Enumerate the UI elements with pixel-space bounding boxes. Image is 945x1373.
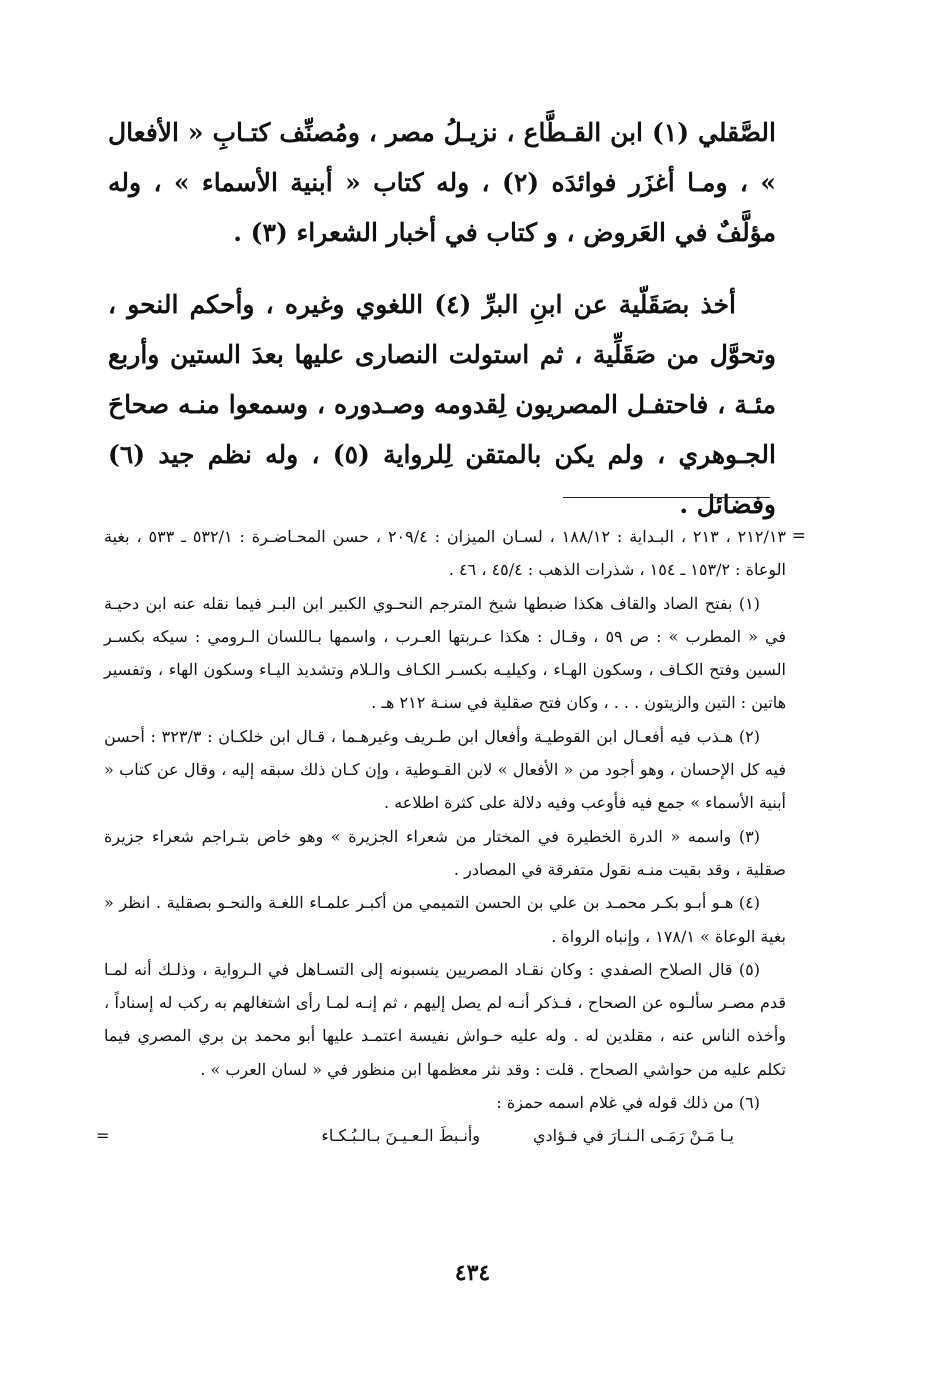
footnote-4: (٤) هـو أبـو بكـر محمـد بن علي بن الحسن التميمي من أكبـر علمـاء اللغـة والنحـو بصقلية . انظر « بغية الوعاة » ١٧٨/١ ، وإنباه الرواة . <box>104 893 786 946</box>
footnote-separator <box>563 497 770 498</box>
verse-hemistich-2: وأنـبطَ الـعـيـنَ بـالـبُـكـاء <box>321 1126 480 1146</box>
continuation-mark: = <box>791 526 806 546</box>
footnote-continuation: ٢١٢/١٣ ، ٢١٣ ، البـداية : ١٨٨/١٢ ، لسـان الميزان : ٢٠٩/٤ ، حسن المحـاضـرة : ٥٣٢/١ ـ ٥٣٣ ، بغية الوعاة : ١٥٣/٢ ـ ١٥٤ ، شذرات الذهب : ٤٥/٤ ، ٤٦ . <box>104 527 787 580</box>
main-text <box>108 108 776 530</box>
verse-continuation-mark: = <box>96 1126 110 1146</box>
main-paragraph-2: أخذ بصَقَلّية عن ابنِ البرِّ (٤) اللغوي وغيره ، وأحكم النحو ، وتحوَّل من صَقَلِّية ، ثم استولت النصارى عليها بعدَ الستين وأربع مئـة ، فاحتفـل المصريون لِقدومه وصـدوره ، وسمعوا منـه صحاحَ الجـوهري ، ولم يكن بالمتقن لِلرواية (٥) ، وله نظم جيد (٦) وفضائل . <box>108 290 776 519</box>
footnotes <box>96 520 806 1155</box>
footnote-1: (١) بفتح الصاد والقاف هكذا ضبطها شيخ المترجم النحـوي الكبير ابن البـر فيما نقله عنه ابن دحيـة في « المطرب » : ص ٥٩ ، وقـال : هكذا عـربتها العـرب ، واسمها بـاللسان الـرومي : سيكه بكسـر السين وفتح الكـاف ، وسكون الهـاء ، وكيليـه بكسـر الكـاف والـلام وتشديد اليـاء وسكون الهاء ، وتفسير هاتين : التين والزيتون . . . ، وكان فتح صقلية في سنـة ٢١٢ هـ . <box>104 593 786 713</box>
footnote-5: (٥) قال الصلاح الصفدي : وكان نقـاد المصريين ينسبونه إلى التسـاهل في الـرواية ، وذلـك أنه لمـا قدم مصـر سألـوه عن الصحاح ، فـذكر أنـه لم يصل إليهم ، ثم إنـه لمـا رأى اشتغالهم به ركب له إسناداً ، وأخذه الناس عنه ، مقلدين له . وله عليه حـواش نفيسة اعتمـد عليها أبو محمد بن بري المصري فيما تكلم عليه من حواشي الصحاح . قلت : وقد نثر معظمها ابن منظور في « لسان العرب » . <box>104 959 786 1079</box>
main-paragraph-1: الصَّقلي (١) ابن القـطَّاع ، نزيـلُ مصر ، ومُصنِّف كتـابِ « الأفعال » ، ومـا أغزَر فوائدَه (٢) ، وله كتاب « أبنية الأسماء » ، وله مؤلَّفٌ في العَروض ، و كتاب في أخبار الشعراء (٣) . <box>108 118 776 247</box>
verse-line <box>96 1119 786 1155</box>
footnote-2: (٢) هـذب فيه أفعـال ابن القوطيـة وأفعال ابن طـريف وغيرهـما ، قـال ابن خلكـان : ٣٢٣/٣ : أحسن فيه كل الإحسان ، وهو أجود من « الأفعال » لابن القـوطية ، وإن كـان ذلك سبقه إليه ، وقال عن كتاب « أبنية الأسماء » جمع فيه فأوعب وفيه دلالة على كثرة اطلاعه . <box>104 726 786 813</box>
footnote-6: (٦) من ذلك قوله في غلام اسمه حمزة : <box>496 1093 760 1113</box>
footnote-3: (٣) واسمه « الدرة الخطيرة في المختار من شعراء الجزيرة » وهو خاص بتـراجم شعراء جزيرة صقلية ، وقد بقيت منـه نقول متفرقة في المصادر . <box>104 826 786 879</box>
page-number: ٤٣٤ <box>454 1260 491 1286</box>
verse-hemistich-1: يـا مَـنْ رَمَـى الـنـارَ في فـؤادي <box>532 1126 734 1146</box>
